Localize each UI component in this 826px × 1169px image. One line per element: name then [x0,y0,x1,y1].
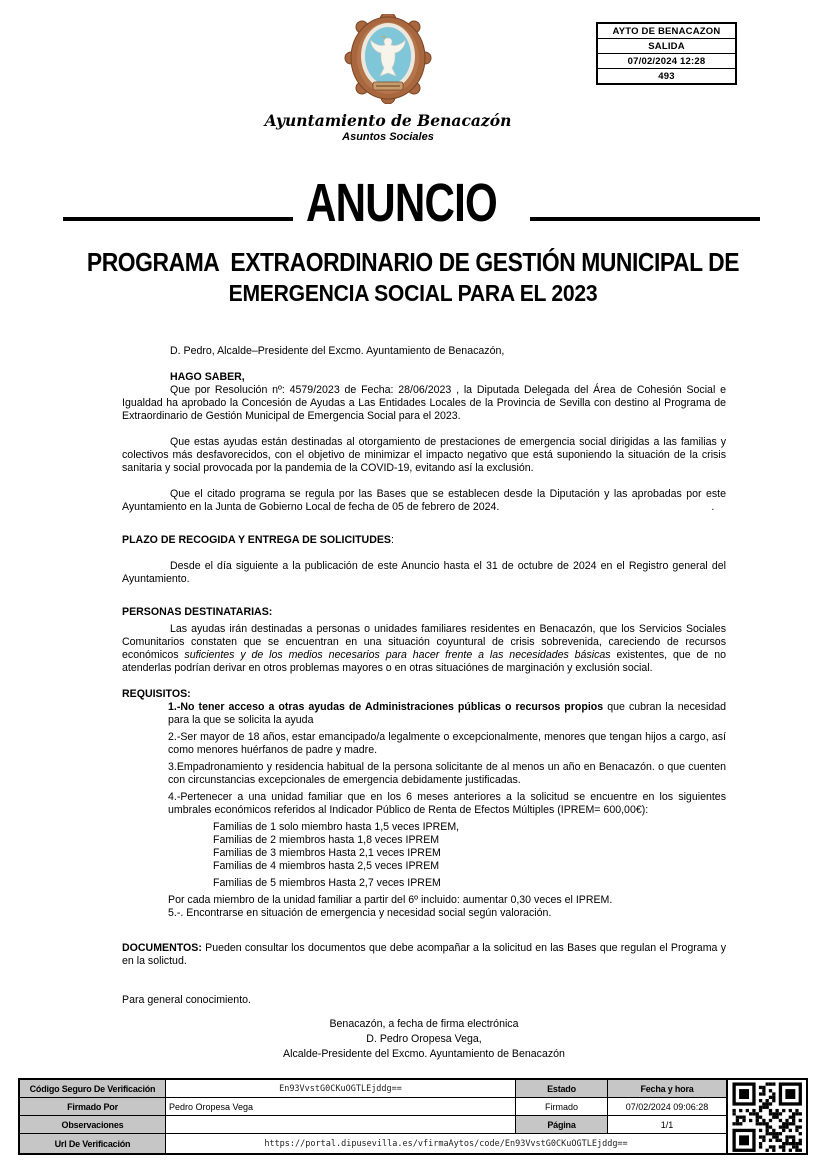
csv-value: En93VvstG0CKuOGTLEjddg== [166,1080,516,1098]
firmado-value: Pedro Oropesa Vega [166,1098,516,1116]
pagina-value: 1/1 [608,1116,726,1134]
familia-umbral-4: Familias de 4 miembros hasta 2,5 veces IPREM [213,860,440,872]
stamp-number: 493 [658,71,675,82]
documentos-rest: Pueden consultar los documentos que debe acompañar a la solicitud en las Bases que regulan el Programa y en la solictud. [122,942,726,967]
document-header [238,14,538,143]
dept-name: Asuntos Sociales [342,131,434,143]
plazo-heading-colon: : [391,534,394,546]
familia-umbral-3: Familias de 3 miembros Hasta 2,1 veces IPREM [213,847,441,859]
estado-value: Firmado [516,1098,608,1116]
personas-italic: suficientes y de los medios necesarios para hacer frente a las necesidades básicas [184,649,611,661]
paragraph-resolucion: Que por Resolución nº: 4579/2023 de Fecha: 28/06/2023 , la Diputada Delegada del Área de Cohesión Social e Igualdad ha aprobado la Concesión de Ayudas a Las Entidades Locales de la Provincia de Sevilla con destino al Programa de Extraordinario de Gestión Municipal de Emergencia Social para el 2023. [122,384,726,422]
plazo-heading-text: PLAZO DE RECOGIDA Y ENTREGA DE SOLICITUDES [122,534,391,546]
observaciones-value [166,1116,516,1134]
requisito-2: 2.-Ser mayor de 18 años, estar emancipado/a legalmente o excepcionalmente, menores que tengan hijos a cargo, así como menores huérfanos de padre y madre. [168,731,726,756]
hago-saber: HAGO SABER, [170,371,245,383]
sexto-miembro-line: Por cada miembro de la unidad familiar a partir del 6º incluido: aumentar 0,30 veces el IPREM. [168,894,613,906]
document-body [122,345,726,1062]
requisito-1-rest: que cubran la necesidad para la que se solicita la ayuda [168,701,726,726]
plazo-paragraph: Desde el día siguiente a la publicación de este Anuncio hasta el 31 de octubre de 2024 en el Registro general del Ayuntamiento. [122,560,726,585]
observaciones-label: Observaciones [20,1116,166,1134]
signature-name: D. Pedro Oropesa Vega, [366,1033,482,1045]
familia-umbral-1: Familias de 1 solo miembro hasta 1,5 veces IPREM, [213,821,460,833]
requisito-1-bold: 1.-No tener acceso a otras ayudas de Administraciones públicas o recursos propios [168,701,604,713]
signature-title: Alcalde-Presidente del Excmo. Ayuntamiento de Benacazón [283,1048,565,1060]
stamp-org: AYTO DE BENACAZON [598,24,735,39]
program-title-line2: EMERGENCIA SOCIAL PARA EL 2023 [228,280,598,306]
personas-paragraph [122,623,726,675]
csv-label: Código Seguro De Verificación [20,1080,166,1098]
fecha-value: 07/02/2024 09:06:28 [608,1098,726,1116]
requisito-3: 3.Empadronamiento y residencia habitual de la persona solicitante de al menos un año en Benacazón. o que cuenten con circunstancias excepcionales de emergencia debidamente justificadas. [168,761,726,786]
title-row [63,173,760,233]
estado-label: Estado [516,1080,608,1098]
personas-pre: Las ayudas irán destinadas a personas o unidades familiares residentes en Benacazón, que los Servicios Sociales Comunitarios constaten que se encuentran en una situación coyuntural de crisis sobrevenida, careciendo de recursos económicos [122,623,726,661]
org-name: Ayuntamiento de Benacazón [264,111,512,130]
stamp-register-type: SALIDA [598,39,735,54]
intro-line: D. Pedro, Alcalde–Presidente del Excmo. Ayuntamiento de Benacazón, [170,345,505,357]
signature-place: Benacazón, a fecha de firma electrónica [329,1018,519,1030]
paragraph-bases-text: Que el citado programa se regula por las Bases que se establecen desde la Diputación y las aprobadas por este Ayuntamiento en la Junta de Gobierno Local de fecha de 05 de febrero de 2024. [122,488,726,513]
program-title-line1: PROGRAMA EXTRAORDINARIO DE GESTIÓN MUNICIPAL DE [86,247,740,277]
stray-dot: . [711,501,715,513]
familia-umbral-2: Familias de 2 miembros hasta 1,8 veces IPREM [213,834,440,846]
town-crest-icon [342,14,434,109]
firmado-label: Firmado Por [20,1098,166,1116]
registry-stamp [596,22,737,85]
requisitos-heading: REQUISITOS: [122,688,191,700]
url-value[interactable]: https://portal.dipusevilla.es/vfirmaAytos/code/En93VvstG0CKuOGTLEjddg== [264,1138,628,1149]
requisito-1 [168,701,726,727]
familia-umbral-5: Familias de 5 miembros Hasta 2,7 veces IPREM [213,877,441,889]
title-rule-left [63,217,293,221]
documentos-heading: DOCUMENTOS: [122,942,202,954]
plazo-heading [122,534,726,547]
requisito-5: 5.-. Encontrarse en situación de emergencia y necesidad social según valoración. [168,907,552,919]
closing-line: Para general conocimiento. [122,994,251,1006]
url-label: Url De Verificación [20,1134,166,1153]
personas-post: existentes, que de no atenderlas podrían derivar en otros problemas mayores o en otras situaciónes de marginación y exclusión social. [122,649,726,674]
verification-table [20,1080,728,1153]
personas-heading: PERSONAS DESTINATARIAS: [122,606,273,618]
title-rule-right [530,217,760,221]
requisito-4: 4.-Pertenecer a una unidad familiar que en los 6 meses anteriores a la solicitud se encuentre en los siguientes umbrales económicos referidos al Indicador Público de Renta de Efectos Múltiples (IPREM= 600,00€): [168,791,726,816]
paragraph-ayudas: Que estas ayudas están destinadas al otorgamiento de prestaciones de emergencia social dirigidas a las familias y colectivos más desfavorecidos, con el objetivo de minimizar el impacto negativo que está suponiendo la situación de la crisis sanitaria y social provocada por la pandemia de la COVID-19, evitando así la exclusión. [122,436,726,474]
documentos-paragraph [122,942,726,968]
fecha-label: Fecha y hora [608,1080,726,1098]
stamp-datetime: 07/02/2024 12:28 [598,54,735,69]
qr-code [728,1080,806,1153]
paragraph-bases [122,488,726,514]
pagina-label: Página [516,1116,608,1134]
verification-footer [18,1078,808,1155]
page-title: ANUNCIO [305,173,498,233]
